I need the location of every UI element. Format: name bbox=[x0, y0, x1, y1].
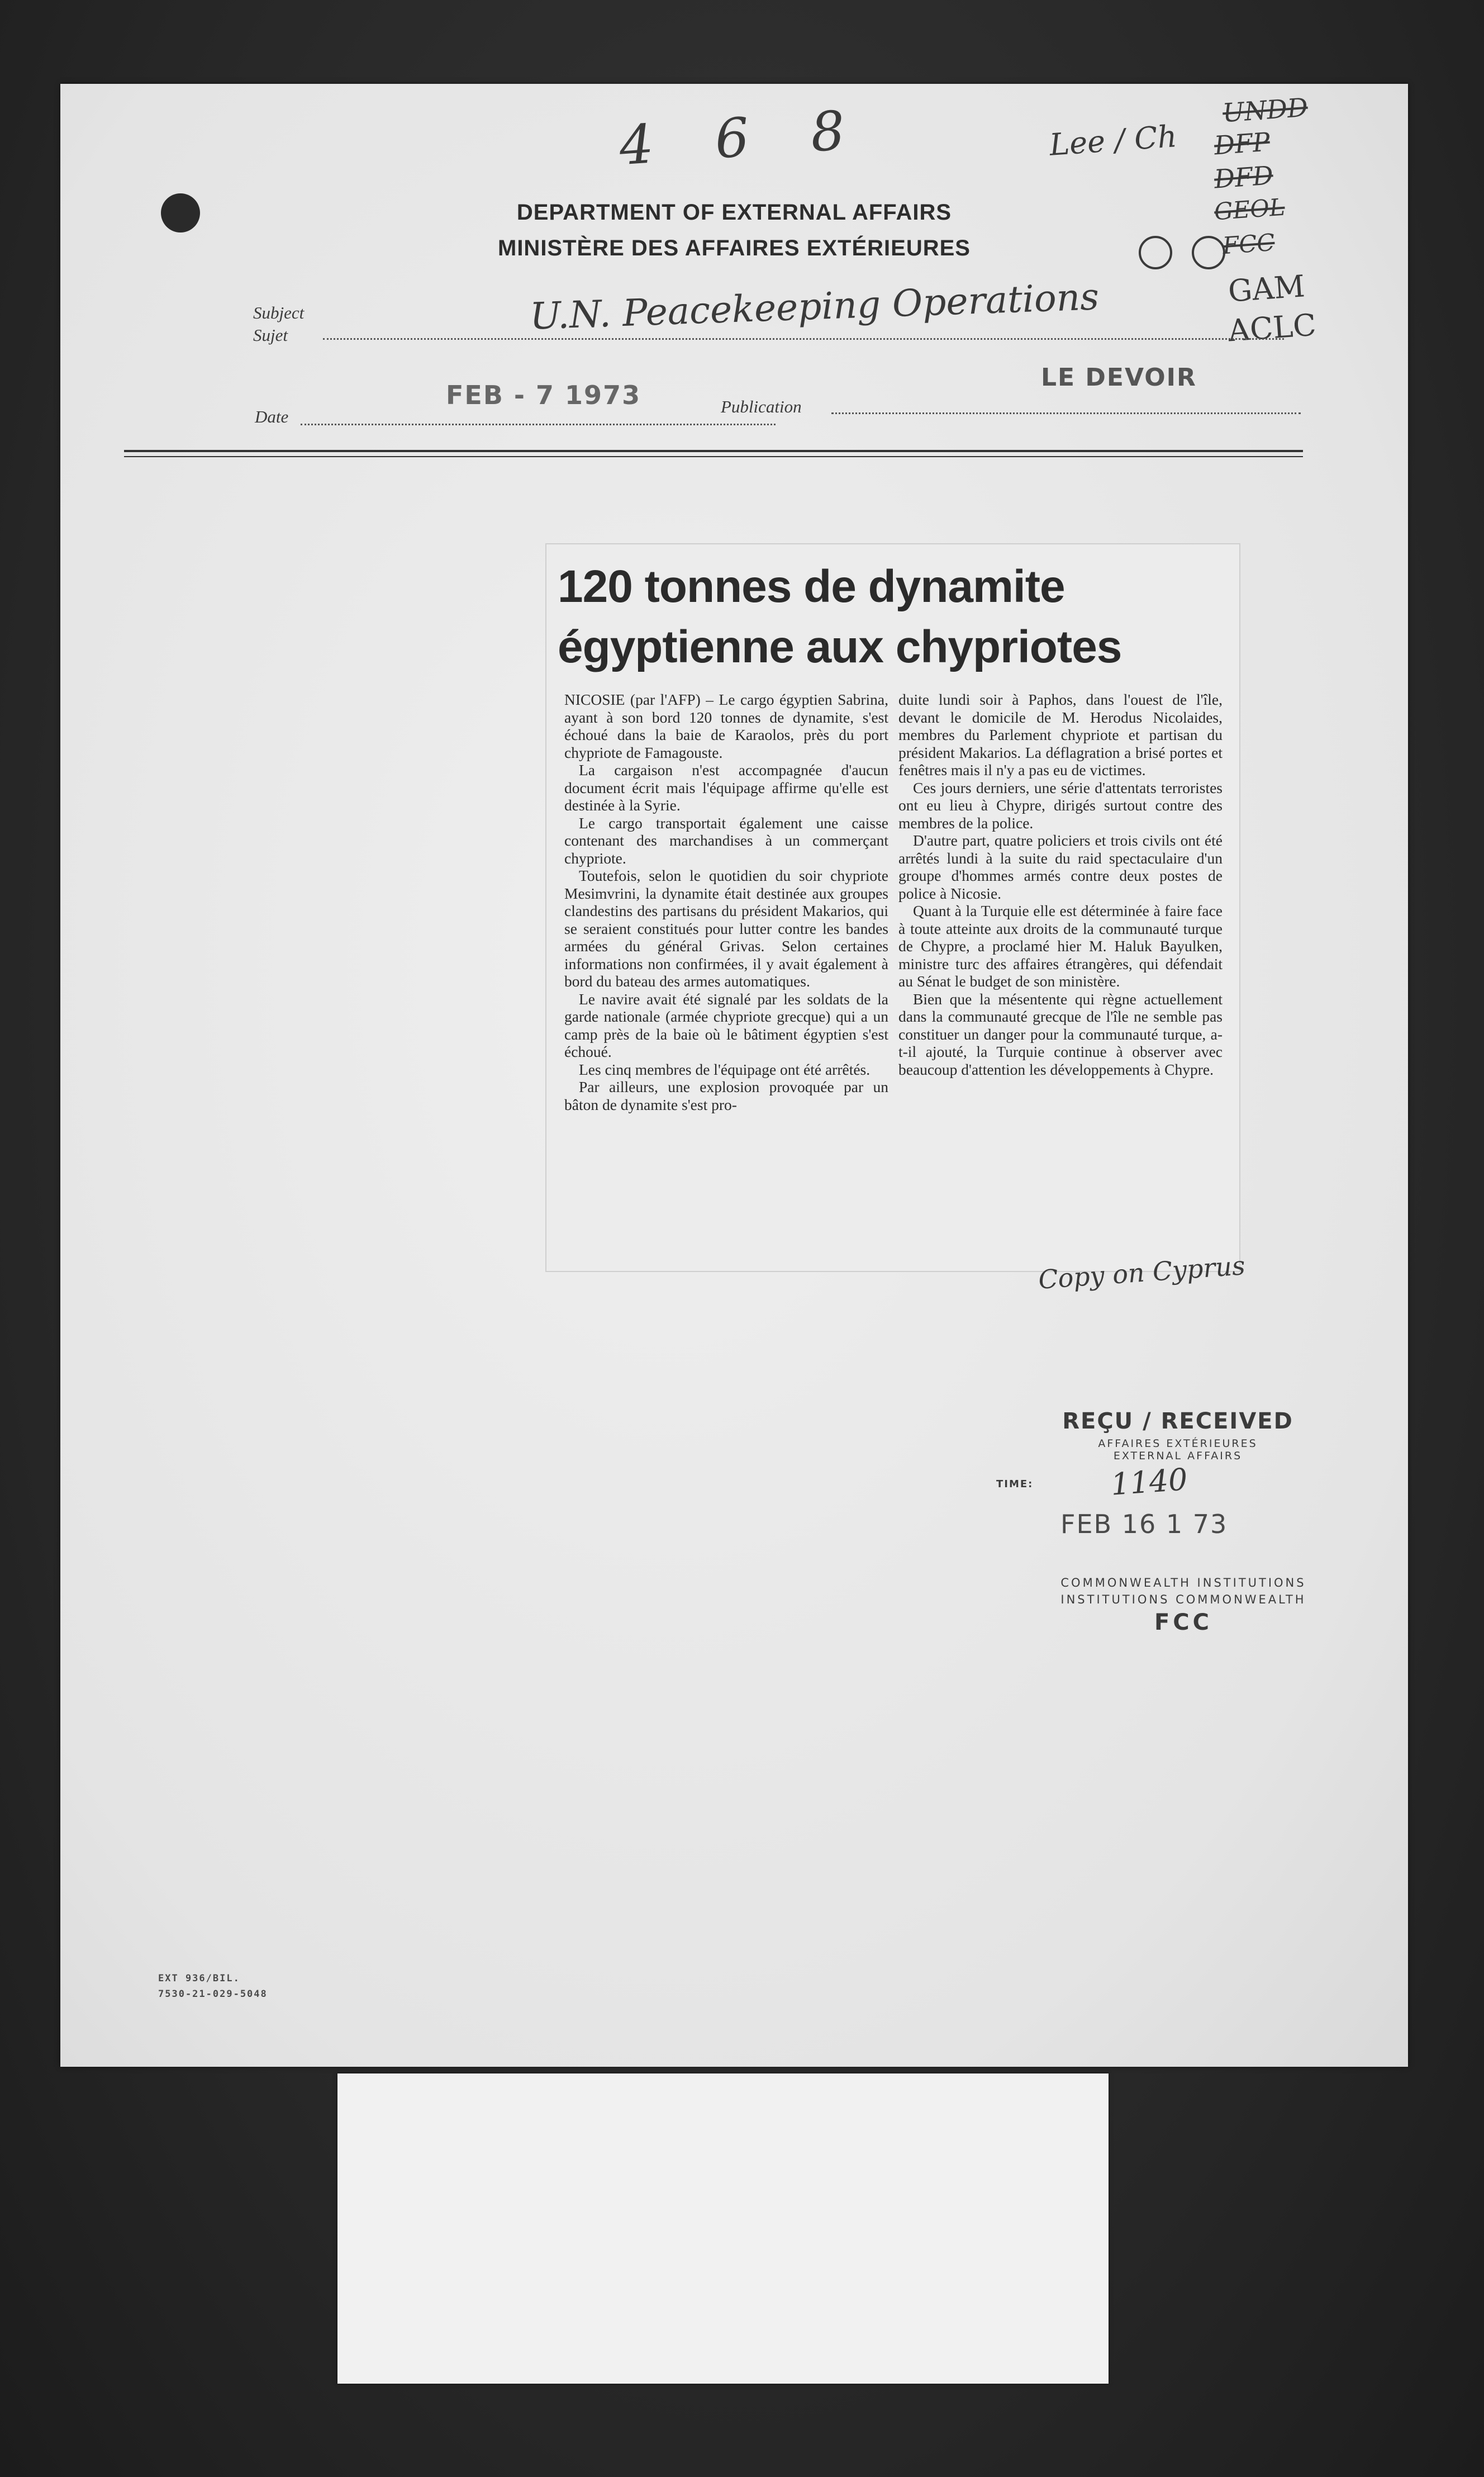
paragraph: Toutefois, selon le quotidien du soir chypriote Mesimvrini, la dynamite était destinée aux groupes clandestins des partisans du président Makarios, qui se seraient constitués pour lutter contre les bandes armées du général Grivas. Selon certaines informations non confirmées, il y avait également à bord du bateau des armes automatiques. bbox=[564, 867, 888, 990]
routing-code-1: UNDD bbox=[1221, 92, 1309, 129]
routing-code-2: DFP bbox=[1213, 126, 1271, 161]
date-label: Date bbox=[255, 407, 289, 426]
paragraph: Le navire avait été signalé par les soldats de la garde nationale (armée chypriote grecque) qui a un camp près de la baie où le bâtiment égyptien s'est échoué. bbox=[564, 990, 888, 1060]
institutions-fr: INSTITUTIONS COMMONWEALTH bbox=[1060, 1593, 1306, 1606]
paragraph: Les cinq membres de l'équipage ont été arrêtés. bbox=[579, 1060, 871, 1078]
date-stamp: FEB - 7 1973 bbox=[446, 380, 641, 410]
routing-code-6: GAM bbox=[1226, 268, 1306, 309]
document-sheet bbox=[60, 84, 1408, 2067]
paragraph: Ces jours derniers, une série d'attentats terroristes ont eu lieu à Chypre, dirigés surtout contre des membres de la police. bbox=[898, 779, 1223, 832]
routing-code-3: DFD bbox=[1213, 160, 1274, 194]
institutions-en: COMMONWEALTH INSTITUTIONS bbox=[1060, 1576, 1306, 1589]
paragraph: D'autre part, quatre policiers et trois civils ont été arrêtés lundi à la suite du raid spectaculaire d'un groupe d'hommes armés contre deux postes de police à Nicosie. bbox=[898, 832, 1223, 902]
routing-code-4: GEOL bbox=[1213, 193, 1286, 226]
top-handwritten-numbers: 4 6 8 bbox=[617, 97, 869, 178]
paragraph: duite lundi soir à Paphos, dans l'ouest de l'île, devant le domicile de M. Herodus Nicolaides, membres du Parlement chypriote et partisan du président Makarios. La déflagration a brisé portes et fenêtres mais il n'y a pas eu de victimes. bbox=[898, 691, 1223, 779]
department-title-en: DEPARTMENT OF EXTERNAL AFFAIRS bbox=[516, 200, 952, 225]
received-stamp bbox=[977, 1408, 1379, 1462]
copy-note: Copy on Cyprus bbox=[1037, 1250, 1247, 1295]
paragraph: Par ailleurs, une explosion provoquée par un bâton de dynamite s'est pro- bbox=[564, 1078, 888, 1113]
paragraph: Quant à la Turquie elle est déterminée à faire face à toute atteinte aux droits de la communauté turque de Chypre, a proclamé hier M. Haluk Bayulken, ministre turc des affaires étrangères, qui défendait au Sénat le budget de son ministère. bbox=[898, 902, 1223, 990]
header-rule-top bbox=[124, 450, 1303, 452]
subject-line bbox=[323, 338, 1284, 340]
publication-stamp: LE DEVOIR bbox=[1041, 363, 1197, 392]
received-time-value: 1140 bbox=[1109, 1461, 1189, 1502]
newspaper-clipping bbox=[545, 543, 1240, 1272]
header-rule-bottom bbox=[124, 456, 1303, 457]
office-code: FCC bbox=[1154, 1610, 1213, 1635]
publication-line bbox=[831, 412, 1301, 414]
received-time-label: TIME: bbox=[996, 1478, 1034, 1490]
routing-scribble: Lee / Ch bbox=[1048, 118, 1178, 163]
paragraph: NICOSIE (par l'AFP) – Le cargo égyptien Sabrina, ayant à son bord 120 tonnes de dynamite, s'est échoué dans la baie de Karaolos, près du port chypriote de Famagouste. bbox=[564, 691, 888, 761]
department-title-fr: MINISTÈRE DES AFFAIRES EXTÉRIEURES bbox=[498, 236, 971, 260]
form-code: EXT 936/BIL. bbox=[158, 1973, 240, 1984]
paragraph: Bien que la mésentente qui règne actuellement dans la communauté grecque de l'île ne semble pas constituer un danger pour la communauté turque, a-t-il ajouté, la Turquie continue à observer avec beaucoup d'attention les développements à Chypre. bbox=[898, 990, 1223, 1078]
publication-label: Publication bbox=[721, 397, 802, 416]
article-column-right bbox=[898, 691, 1223, 1078]
stock-number: 7530-21-029-5048 bbox=[158, 1989, 268, 2000]
subject-label-fr: Sujet bbox=[253, 325, 288, 345]
subject-value: U.N. Peacekeeping Operations bbox=[529, 275, 1100, 338]
blank-card bbox=[337, 2073, 1109, 2384]
received-line-1: AFFAIRES EXTÉRIEURES bbox=[1098, 1437, 1258, 1450]
routing-code-5: FCC bbox=[1221, 228, 1276, 260]
received-date: FEB 16 1 73 bbox=[1060, 1509, 1228, 1539]
routing-code-7: ACLC bbox=[1226, 307, 1317, 349]
headline-line-2: égyptienne aux chypriotes bbox=[558, 621, 1122, 672]
received-title: REÇU / RECEIVED bbox=[1062, 1408, 1293, 1434]
date-line bbox=[301, 424, 776, 425]
institutions-block bbox=[993, 1576, 1373, 1635]
paragraph: La cargaison n'est accompagnée d'aucun document écrit mais l'équipage affirme qu'elle est destinée à la Syrie. bbox=[564, 761, 888, 814]
article-column-left bbox=[564, 691, 888, 1113]
subject-label: Subject bbox=[253, 303, 305, 322]
received-line-2: EXTERNAL AFFAIRS bbox=[1113, 1450, 1243, 1462]
headline-line-1: 120 tonnes de dynamite bbox=[558, 561, 1065, 612]
paragraph: Le cargo transportait également une caisse contenant des marchandises à un commerçant chypriote. bbox=[564, 814, 888, 867]
article-headline bbox=[558, 557, 1234, 677]
